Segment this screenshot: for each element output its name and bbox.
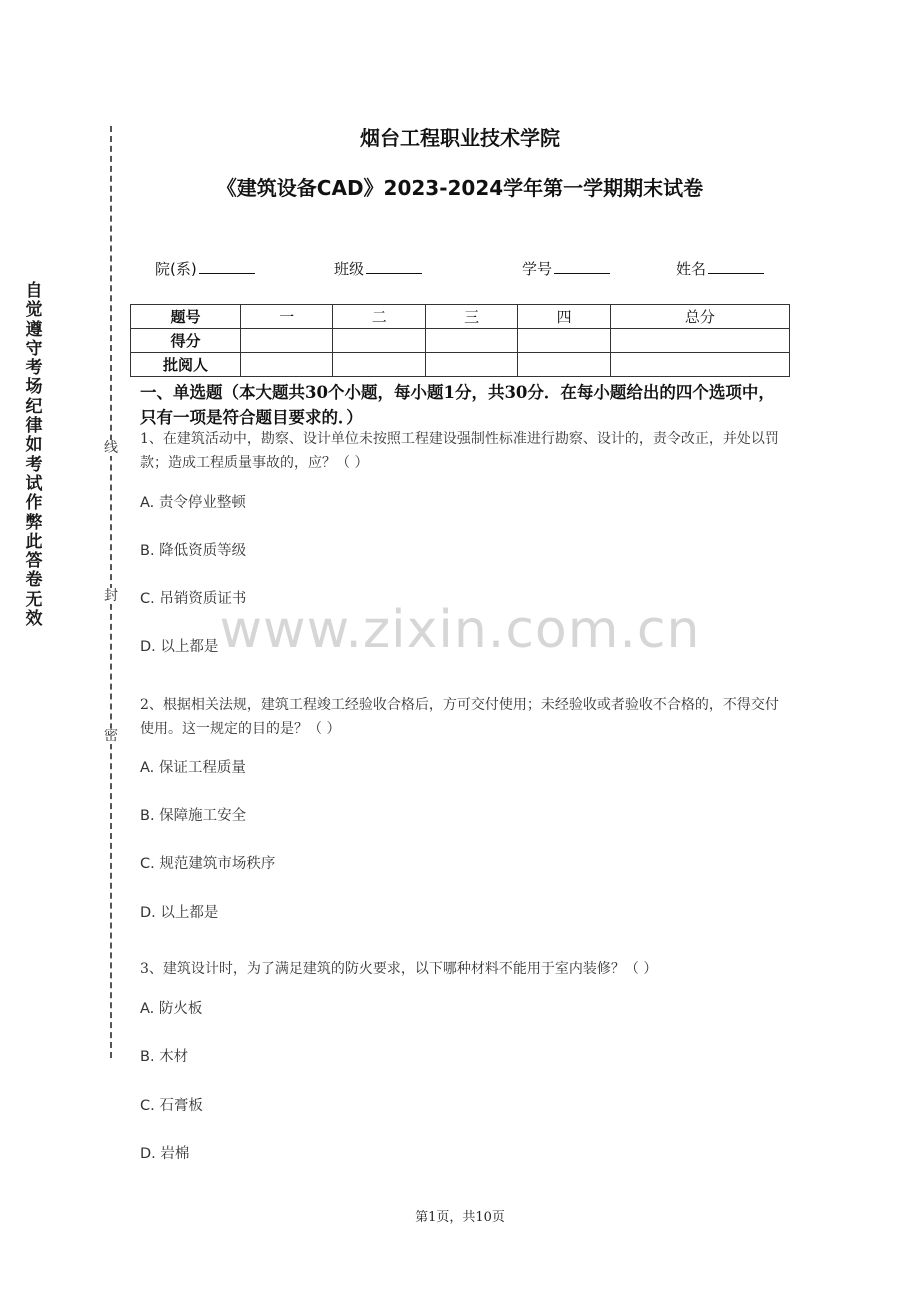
binding-mark-line: 线 bbox=[100, 440, 122, 456]
exam-title: 《建筑设备CAD》2023-2024学年第一学期期末试卷 bbox=[216, 176, 704, 200]
score-cell[interactable] bbox=[610, 329, 789, 353]
question-2-option-b[interactable] bbox=[140, 804, 246, 825]
score-row bbox=[131, 329, 790, 353]
score-cell[interactable] bbox=[241, 329, 333, 353]
option-text: 吊销资质证书 bbox=[159, 591, 247, 607]
class-blank[interactable] bbox=[366, 258, 422, 274]
question-2-option-c[interactable] bbox=[140, 852, 275, 873]
name-field[interactable] bbox=[676, 258, 764, 279]
option-letter: A. bbox=[140, 1001, 155, 1017]
option-letter: B. bbox=[140, 543, 155, 559]
header-cell: 三 bbox=[425, 305, 517, 329]
score-table bbox=[130, 304, 790, 377]
header-cell: 一 bbox=[241, 305, 333, 329]
question-3-option-b[interactable] bbox=[140, 1045, 188, 1066]
option-letter: B. bbox=[140, 808, 155, 824]
score-cell[interactable] bbox=[425, 329, 517, 353]
option-text: 以上都是 bbox=[160, 905, 219, 921]
question-1-option-b[interactable] bbox=[140, 539, 246, 560]
header-cell: 题号 bbox=[131, 305, 241, 329]
student-id-label: 学号 bbox=[522, 260, 553, 278]
header-cell: 四 bbox=[518, 305, 610, 329]
row-label: 批阅人 bbox=[131, 353, 241, 377]
department-field[interactable] bbox=[155, 258, 255, 279]
grader-row bbox=[131, 353, 790, 377]
question-2-stem: 2、根据相关法规，建筑工程竣工经验收合格后，方可交付使用；未经验收或者验收不合格的，不得交付使用。这一规定的目的是？（ ） bbox=[140, 697, 779, 737]
header-cell: 二 bbox=[333, 305, 425, 329]
option-letter: C. bbox=[140, 591, 155, 607]
score-cell[interactable] bbox=[518, 329, 610, 353]
option-text: 降低资质等级 bbox=[159, 543, 247, 559]
binding-mark-seal: 封 bbox=[100, 588, 122, 604]
student-id-blank[interactable] bbox=[554, 258, 610, 274]
student-id-field[interactable] bbox=[522, 258, 610, 279]
grader-cell[interactable] bbox=[610, 353, 789, 377]
option-text: 木材 bbox=[159, 1049, 189, 1065]
option-text: 岩棉 bbox=[160, 1146, 190, 1162]
option-letter: C. bbox=[140, 856, 155, 872]
class-field[interactable] bbox=[334, 258, 422, 279]
option-letter: D. bbox=[140, 639, 156, 655]
option-text: 责令停业整顿 bbox=[158, 495, 246, 511]
question-2-option-d[interactable] bbox=[140, 901, 218, 922]
question-1-stem: 1、在建筑活动中，勘察、设计单位未按照工程建设强制性标准进行勘察、设计的，责令改正，并处以罚款；造成工程质量事故的，应？（ ） bbox=[140, 431, 779, 471]
question-3-option-d[interactable] bbox=[140, 1142, 189, 1163]
option-text: 石膏板 bbox=[159, 1098, 203, 1114]
question-3-option-a[interactable] bbox=[140, 997, 202, 1018]
name-label: 姓名 bbox=[676, 260, 707, 278]
school-title: 烟台工程职业技术学院 bbox=[360, 126, 560, 150]
watermark: www.zixin.com.cn bbox=[219, 600, 701, 660]
question-2-option-a[interactable] bbox=[140, 756, 246, 777]
score-table-header-row bbox=[131, 305, 790, 329]
option-letter: A. bbox=[140, 495, 155, 511]
option-text: 防火板 bbox=[158, 1001, 203, 1017]
name-blank[interactable] bbox=[708, 258, 764, 274]
section-heading: 一、单选题（本大题共30个小题，每小题1分，共30分．在每小题给出的四个选项中，只有一项是符合题目要求的．） bbox=[140, 383, 775, 427]
question-3-option-c[interactable] bbox=[140, 1094, 203, 1115]
option-letter: B. bbox=[140, 1049, 155, 1065]
row-label: 得分 bbox=[131, 329, 241, 353]
question-1-option-a[interactable] bbox=[140, 491, 246, 512]
grader-cell[interactable] bbox=[518, 353, 610, 377]
class-label: 班级 bbox=[334, 260, 365, 278]
page-footer: 第1页，共10页 bbox=[415, 1210, 505, 1225]
question-3-stem: 3、建筑设计时，为了满足建筑的防火要求，以下哪种材料不能用于室内装修？（ ） bbox=[140, 961, 658, 977]
header-cell: 总分 bbox=[610, 305, 789, 329]
grader-cell[interactable] bbox=[241, 353, 333, 377]
option-text: 保障施工安全 bbox=[159, 808, 247, 824]
option-letter: D. bbox=[140, 1146, 156, 1162]
option-text: 规范建筑市场秩序 bbox=[159, 856, 276, 872]
department-blank[interactable] bbox=[199, 258, 255, 274]
department-label: 院(系) bbox=[155, 260, 197, 278]
grader-cell[interactable] bbox=[333, 353, 425, 377]
option-letter: C. bbox=[140, 1098, 155, 1114]
grader-cell[interactable] bbox=[425, 353, 517, 377]
option-letter: A. bbox=[140, 760, 155, 776]
exam-discipline-notice: 自觉遵守考场纪律如考试作弊此答卷无效 bbox=[25, 281, 43, 630]
option-text: 以上都是 bbox=[160, 639, 219, 655]
option-text: 保证工程质量 bbox=[158, 760, 246, 776]
binding-mark-secret: 密 bbox=[100, 728, 122, 744]
option-letter: D. bbox=[140, 905, 156, 921]
score-cell[interactable] bbox=[333, 329, 425, 353]
